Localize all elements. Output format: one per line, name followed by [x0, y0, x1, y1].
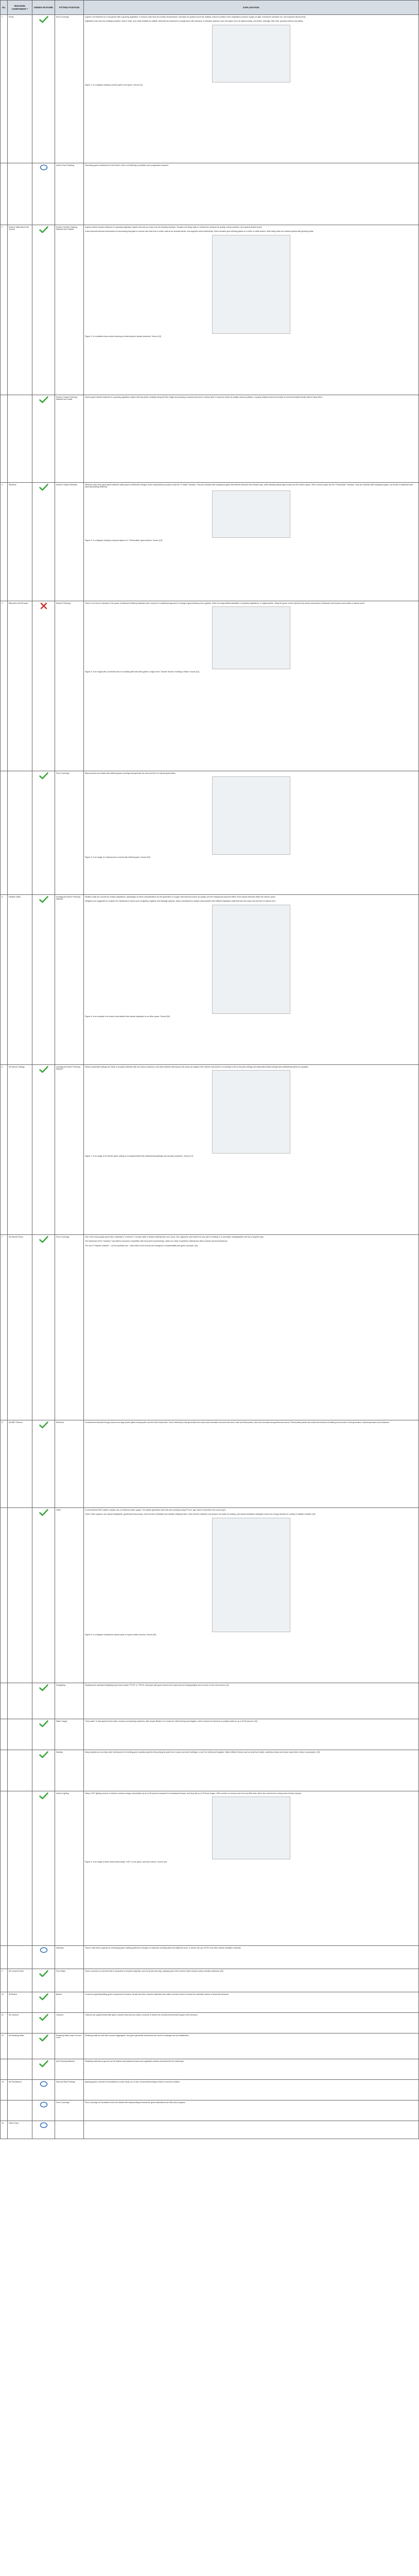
fitting-position: And Finishing Material — [55, 2059, 84, 2080]
circle-icon — [40, 2102, 48, 2108]
green-feature-mark — [32, 1750, 55, 1791]
figure-image — [212, 490, 290, 538]
explanation-paragraph: - — [85, 2122, 86, 2124]
explanation-paragraph: There is still under progress for developing green cabling systems for all types of networks, including data and telephone lines, to reduce the use of PVC and other harmful insulation materials. — [85, 1946, 241, 1949]
explanation-paragraph: Retaining walls above ground can be finished with planted terraces and vegetated surfaces that blend into the landscape. — [85, 2060, 184, 2062]
row-number — [1, 1750, 8, 1791]
green-feature-mark — [32, 15, 55, 163]
fitting-position: - — [55, 2121, 84, 2139]
row-number — [1, 2100, 8, 2121]
building-component — [8, 1946, 32, 1969]
fitting-position: Floor Slabs — [55, 1969, 84, 1992]
fitting-position: HVAC — [55, 1508, 84, 1683]
row-number — [1, 1946, 8, 1969]
explanation-paragraph: It also improves thermal performance by decreasing heat gain in summer and heat loss in winter, acts as an acoustic barrier, and supports urban biodiversity. Green facades grow climbing plants on a trellis or cable system, while living walls use modular panels with growing media. — [85, 230, 314, 233]
figure-image — [212, 235, 290, 334]
check-icon — [39, 2014, 48, 2021]
figure-caption: Figure 9: Is an image of three diode-based lamps "LED" in red, green, and blue colours. Source [24] — [85, 1861, 167, 1863]
header-number: No. — [1, 1, 8, 15]
fitting-position: Exterior Flexible Finishing Material from Outside — [55, 225, 84, 395]
row-number — [1, 1791, 8, 1946]
building-component — [8, 1683, 32, 1719]
building-component: Balconies and Terraces — [8, 601, 32, 771]
explanation-cell — [84, 163, 419, 225]
check-icon — [39, 2035, 48, 2042]
building-component: All Internal Floors — [8, 1235, 32, 1420]
row-number — [1, 163, 8, 225]
green-feature-mark — [32, 895, 55, 1065]
table-body — [1, 15, 419, 2139]
row-number — [1, 1719, 8, 1750]
table-row — [1, 1508, 419, 1683]
fitting-position: Raft and Strip Footings — [55, 2080, 84, 2100]
check-icon — [39, 772, 48, 779]
fitting-position: Columns — [55, 2013, 84, 2033]
explanation-cell — [84, 601, 419, 771]
figure-caption: Figure 4: Is an image with a sectional view of a building with balconies garden, image of the "Garden Houses" building in Brazil. Source [14] — [85, 671, 199, 673]
row-number — [1, 771, 8, 895]
building-component: Roofs — [8, 15, 32, 163]
figure-image — [212, 1518, 290, 1632]
building-component — [8, 771, 32, 895]
circle-icon — [40, 2081, 48, 2087]
circle-icon — [40, 164, 48, 171]
building-component — [8, 163, 32, 225]
explanation-cell — [84, 1420, 419, 1508]
check-icon — [39, 1970, 48, 1977]
explanation-cell — [84, 1065, 419, 1235]
fitting-position: Floor Coverings — [55, 1235, 84, 1420]
green-feature-mark — [32, 1065, 55, 1235]
explanation-paragraph: The use of "Natural Linoleum" - not the synthetic one - came back to the front by the emergence of sustainability and green concepts. [18] — [85, 1244, 198, 1247]
explanation-paragraph: Harvesting green treatments for the interior of the roof finishing is probable upon progressive research. — [85, 164, 169, 166]
explanation-cell — [84, 1791, 419, 1946]
explanation-cell — [84, 1946, 419, 1969]
header-fitting-position: FITTING POSITION — [55, 1, 84, 15]
green-feature-mark — [32, 1791, 55, 1946]
table-row — [1, 1683, 419, 1719]
figure-caption: Figure 3: Is a diagram showing composed layers of a "Photovoltaic" glass window. Source [13] — [85, 539, 162, 541]
explanation-paragraph: Conventional electrical energy sources are large power plants working with coal and other fossil fuels. Green electricity is that generated from clean and renewable resources like wind, solar and tidal powers, also from biomass and geothermal sources. Photovoltaic panels and small wind turbines at building level provide in-situ generation, minimizing losses and emissions. — [85, 1421, 390, 1423]
fitting-position: Exterior Facade Finishing Material from Inside — [55, 395, 84, 483]
table-row — [1, 1065, 419, 1235]
figure-image — [212, 1070, 290, 1154]
cross-icon — [40, 602, 47, 609]
building-component: Other If Any — [8, 2121, 32, 2139]
table-row — [1, 895, 419, 1065]
figure-image — [212, 776, 290, 855]
building-component: All MEP Fixtures — [8, 1420, 32, 1508]
header-explanation: EXPLANATION — [84, 1, 419, 15]
fitting-position: Water Supply — [55, 1719, 84, 1750]
fitting-position: Retaining Walls Under Ground Level — [55, 2033, 84, 2059]
building-component — [8, 2059, 32, 2080]
check-icon — [39, 1509, 48, 1516]
row-number — [1, 2059, 8, 2080]
explanation-paragraph: Vegetated roofs keep the building insulated, reduce noise, and create habitats for wildlife. Whereas the treatment is usually done with extensive or intensive systems; each has layers such as waterproofing, root barrier, drainage, filter cloth, growing medium and plants. — [85, 20, 304, 23]
building-component — [8, 2100, 32, 2121]
row-number: 1 — [1, 15, 8, 163]
table-row — [1, 2013, 419, 2033]
table-row — [1, 2080, 419, 2100]
check-icon — [39, 396, 48, 403]
explanation-cell — [84, 2013, 419, 2033]
green-feature-mark — [32, 2013, 55, 2033]
explanation-cell — [84, 1969, 419, 1992]
green-feature-mark — [32, 2080, 55, 2100]
explanation-paragraph: Designers are suggested to consider the maintenance issues such as lighting, irrigation and drainage systems. Many manufacturers replace natural plants with artificial vegetation walls that have the same look and feel of natural ones. — [85, 900, 276, 903]
figure-image — [212, 1797, 290, 1859]
green-feature-mark — [32, 771, 55, 895]
table-row — [1, 225, 419, 395]
table-row — [1, 395, 419, 483]
table-row — [1, 2033, 419, 2059]
table-header-row — [1, 1, 419, 15]
building-component: All Concrete Work — [8, 1969, 32, 1992]
green-feature-mark — [32, 2121, 55, 2139]
explanation-paragraph: Columns are supplemented with green recycled steel and low-carbon concrete to reduce the overall environmental impact of the structure. — [85, 2013, 198, 2016]
figure-image — [212, 905, 290, 1014]
figure-caption: Figure 7: Is an image of an interior green ceiling of a hospital treated with antibacterial paintings and acoustic properties. Source [17] — [85, 1155, 194, 1158]
table-row — [1, 1969, 419, 1992]
explanation-paragraph: "Grey water" is that captured from sinks, showers and washing machines; after simple filtration it is reused for toilet flushing and irrigation, which reduces the demand on potable water by up to 30-50 percent. [22] — [85, 1720, 257, 1722]
explanation-paragraph: A conventional HVAC system usually runs on electrical power supply. The system generates both heat and cooling by using "Freon" gas, which is harmful to the ozone layer. — [85, 1509, 226, 1511]
green-feature-mark — [32, 1969, 55, 1992]
explanation-cell — [84, 15, 419, 163]
check-icon — [39, 1751, 48, 1758]
explanation-cell — [84, 2059, 419, 2080]
explanation-cell — [84, 2121, 419, 2139]
table-row — [1, 1235, 419, 1420]
check-icon — [39, 1066, 48, 1073]
row-number: 5 — [1, 895, 8, 1065]
explanation-paragraph: There is not much to develop in the space of balconies finishing materials used, except for a traditional approach to change a typical balcony into a garden: either by using artificial plantation or growing vegetations, or organic plants. Using the green colour improves the visual environment of balconies and terraces and creates a natural mood. — [85, 602, 365, 604]
fitting-position: Electrical — [55, 1420, 84, 1508]
building-component: All Columns — [8, 2013, 32, 2033]
check-icon — [39, 1993, 48, 2001]
table-row — [1, 15, 419, 163]
check-icon — [39, 16, 48, 23]
fitting-position: Sanitary — [55, 1750, 84, 1791]
explanation-paragraph: Using "LED" lighting sources in interiors reduces energy consumption by up to 80 percent compared to incandescent lamps, and they last up to 25 times longer. LEDs contain no mercury and emit very little heat, which also reduces the cooling load of interior spaces. — [85, 1792, 302, 1794]
fitting-position: Interior Roof Finishing — [55, 163, 84, 225]
check-icon — [39, 1720, 48, 1727]
explanation-cell — [84, 2033, 419, 2059]
explanation-cell — [84, 395, 419, 483]
figure-image — [212, 606, 290, 669]
row-number: 7 — [1, 1235, 8, 1420]
explanation-paragraph: Interior suspended ceilings are made of recycled materials with low carbon emissions, and other features that improve the indoor air quality of the interior environment, an example to this is acoustic ceilings and especially treated ceilings with antibacterial paints for hospitals. — [85, 1065, 309, 1068]
explanation-paragraph: One of the most popular green floor materials is "Linoleum"; it is fully made of natural materials like cork, wood, lime, pigments, and linseed oil, plus jute for backing. It is anti-static, biodegradable and has a long life span. — [85, 1235, 264, 1238]
green-feature-mark — [32, 1508, 55, 1683]
building-component: All Retaining Walls — [8, 2033, 32, 2059]
fitting-position: Including All Interior Finishing Material — [55, 895, 84, 1065]
row-number — [1, 395, 8, 483]
table-row — [1, 1946, 419, 1969]
row-number: 12 — [1, 2033, 8, 2059]
header-building-component: BUILDING COMPONENT * — [8, 1, 32, 15]
table-row — [1, 163, 419, 225]
check-icon — [39, 1792, 48, 1800]
explanation-paragraph: Replacing the standard firefighting foams that contain "PFOS" or "PFOA" chemicals with green fluorine-free foams that are biodegradable and non-toxic to the environment. [21] — [85, 1684, 229, 1686]
header-green-feature: GREEN FEATURE — [32, 1, 55, 15]
explanation-cell — [84, 483, 419, 601]
table-row — [1, 2100, 419, 2121]
figure-caption: Figure 2: Is a detailed cross section showing an external green facade treatment. Source [12] — [85, 335, 162, 337]
building-component — [8, 1719, 32, 1750]
explanation-paragraph: Green concrete is a concrete that is composed of recycled materials, such as fly ash and slag, replacing part of the cement which reduces carbon dioxide emissions. [25] — [85, 1970, 223, 1972]
explanation-paragraph: A green roof treatment is a roof garden with a growing vegetation. It reduces solar heat and surface temperatures, increases air quality around the building, reduces pollution since vegetations produce oxygen at night, maximizes rainwater use, and expands natural areas. — [85, 15, 306, 18]
table-row — [1, 1750, 419, 1791]
check-icon — [39, 2060, 48, 2067]
green-feature-mark — [32, 1683, 55, 1719]
building-component: All Beams — [8, 1992, 32, 2013]
green-feature-mark — [32, 1235, 55, 1420]
green-feature-mark — [32, 2100, 55, 2121]
row-number: 9 — [1, 1969, 8, 1992]
row-number — [1, 1683, 8, 1719]
circle-icon — [40, 2122, 48, 2128]
green-feature-mark — [32, 163, 55, 225]
explanation-paragraph: Applying green concrete for foundations is under study; as of now, conventional footings remain in common practice. — [85, 2080, 180, 2083]
table-row — [1, 2121, 419, 2139]
explanation-cell — [84, 2080, 419, 2100]
row-number: 11 — [1, 2013, 8, 2033]
building-component — [8, 395, 32, 483]
check-icon — [39, 1236, 48, 1243]
table-row — [1, 771, 419, 895]
fitting-position: Interior Lighting — [55, 1791, 84, 1946]
explanation-paragraph: The trademark of the "Linoleum" has offered consumer competition with low-priced vinyl floorings, which are made of synthetic material and often produce harmful substances. — [85, 1240, 228, 1243]
row-number — [1, 1508, 8, 1683]
explanation-paragraph: Windows have been given green attention within green architecture designs; some manufacturers produce what are "E-Glass" windows. They are windows with transparent glass that reflects ultraviolet and infrared rays, while allowing natural light to pass into the interior space. Other common types are the "Photovoltaic" windows. They are windows with transparent glass, but act like a traditional solar panel generating electricity. — [85, 483, 413, 488]
fitting-position: Firefighting — [55, 1683, 84, 1719]
building-component — [8, 1750, 32, 1791]
green-feature-mark — [32, 1992, 55, 2013]
explanation-paragraph: Green HVAC systems use natural refrigerants, geothermal heat pumps, heat recovery ventilation and variable refrigerant flow. Solar thermal collectors can produce hot water for heating, and natural ventilation strategies reduce the energy demand for cooling in suitable climates. [19] — [85, 1513, 316, 1516]
explanation-paragraph: Floor coverings for foundation levels are treated with waterproofing membranes; green alternatives are still under progress. — [85, 2101, 186, 2104]
green-feature-mark — [32, 395, 55, 483]
green-feature-mark — [32, 225, 55, 395]
explanation-cell — [84, 1508, 419, 1683]
figure-caption: Figure 6: Is an example of an interior wall planted with natural vegetation in an office space. Source [16] — [85, 1015, 170, 1018]
row-number: 6 — [1, 1065, 8, 1235]
row-number: 13 — [1, 2080, 8, 2100]
row-number: 14 — [1, 2121, 8, 2139]
figure-caption: Figure 5: Is an image of a balcony floor covered with artificial grass. Source [15] — [85, 856, 150, 859]
row-number: 10 — [1, 1992, 8, 2013]
check-icon — [39, 896, 48, 903]
check-icon — [39, 484, 48, 491]
check-icon — [39, 226, 48, 233]
explanation-paragraph: Retaining walls are built with recycled aggregates, and green geotextile membranes are used for drainage and soil stabilization. — [85, 2034, 189, 2037]
building-component — [8, 1791, 32, 1946]
building-component: Exterior Walls Above the Ground — [8, 225, 32, 395]
check-icon — [39, 1684, 48, 1691]
explanation-cell — [84, 1235, 419, 1420]
figure-image — [212, 25, 290, 82]
fitting-position: Floor Coverings — [55, 2100, 84, 2121]
explanation-cell — [84, 1750, 419, 1791]
fitting-position: Beams — [55, 1992, 84, 2013]
fitting-position: Including All Interior Finishing Material — [55, 1065, 84, 1235]
figure-caption: Figure 1: Is a diagram showing common green roof layers. Source [11] — [85, 83, 143, 86]
explanation-cell — [84, 771, 419, 895]
row-number: 4 — [1, 601, 8, 771]
building-component: Partition Walls — [8, 895, 32, 1065]
explanation-paragraph: Many projects are currently under development for building green sanitary systems that purify grey water from houses and other buildings, to use it for toilets and irrigation. Water-efficient fixtures such as dual-flush toilets, waterless urinals and sensor taps further reduce consumption. [23] — [85, 1751, 320, 1753]
fitting-position: Networks — [55, 1946, 84, 1969]
table-row — [1, 1791, 419, 1946]
table-row — [1, 1420, 419, 1508]
fitting-position: Exterior Finishing — [55, 601, 84, 771]
building-component — [8, 1508, 32, 1683]
green-feature-mark — [32, 483, 55, 601]
table-row — [1, 483, 419, 601]
figure-caption: Figure 8: Is a diagram showing the natural cycle of a green water recovery. Source [20] — [85, 1633, 156, 1636]
row-number: 8 — [1, 1420, 8, 1508]
table-row — [1, 1719, 419, 1750]
row-number: 3 — [1, 483, 8, 601]
building-component: All Foundations — [8, 2080, 32, 2100]
circle-icon — [40, 1947, 48, 1953]
green-feature-mark — [32, 1719, 55, 1750]
explanation-paragraph: Concerns regarding adding green components to beams; fly ash and other recycled materials used within concrete mixes to reduce the embodied carbon of structural elements. — [85, 1993, 229, 1995]
explanation-paragraph: Balcony floors are treated with artificial grass coverings that generate the look and feel of a natural grass fabric. — [85, 772, 176, 774]
building-component: Windows — [8, 483, 32, 601]
fitting-position: Roof Coverings — [55, 15, 84, 163]
explanation-paragraph: Partition walls are covered by vertical vegetations; advantages of indoor wall plantation are the generation of oxygen that improves indoor air quality, and the relaxing and peaceful effect of the natural elements within the interior space. — [85, 895, 276, 898]
row-number: 2 — [1, 225, 8, 395]
green-feature-mark — [32, 2059, 55, 2080]
explanation-cell — [84, 1719, 419, 1750]
table-row — [1, 1992, 419, 2013]
fitting-position: Floor Coverings — [55, 771, 84, 895]
table-row — [1, 2059, 419, 2080]
green-feature-mark — [32, 2033, 55, 2059]
explanation-cell — [84, 1683, 419, 1719]
green-feature-mark — [32, 601, 55, 771]
explanation-paragraph: Interior green facade treatment is a growing vegetation system that has plants vertically along the floor height and growing on panels anchored in vertical plots. It improves indoor air quality, reduces pollution, expands shaded areas and creates an environmentally friendly interior visual effect. — [85, 396, 323, 398]
fitting-position: Exterior Facade Windows — [55, 483, 84, 601]
table-row — [1, 601, 419, 771]
explanation-cell — [84, 895, 419, 1065]
explanation-cell — [84, 2100, 419, 2121]
green-feature-mark — [32, 1420, 55, 1508]
explanation-cell — [84, 1992, 419, 2013]
green-feature-mark — [32, 1946, 55, 1969]
building-component: All Internal Ceilings — [8, 1065, 32, 1235]
explanation-cell — [84, 225, 419, 395]
check-icon — [39, 1421, 48, 1429]
explanation-paragraph: A green exterior facade treatment is a growing vegetation system that acts as a skin over the building envelope. Facades and living walls in vertical form enhance air quality, reduce pollution, and expand shaded areas. — [85, 226, 263, 228]
